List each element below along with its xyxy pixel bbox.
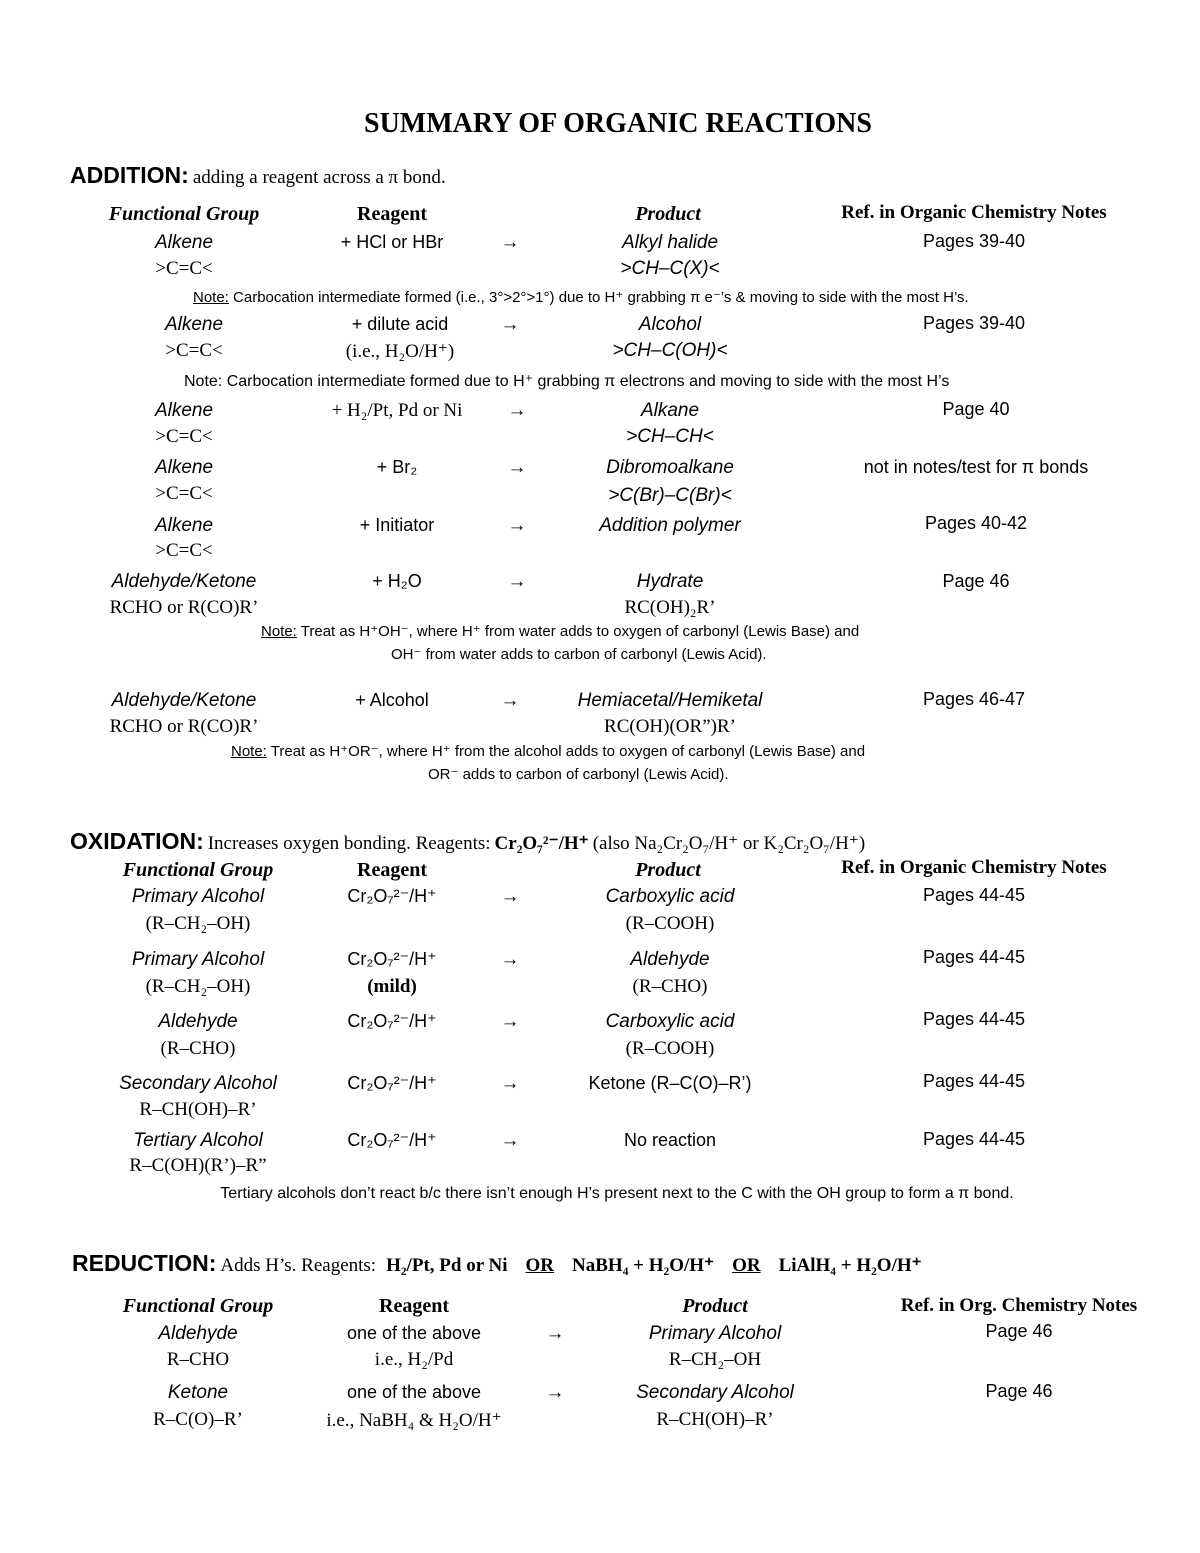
addition-row-1-product-formula: >CH–C(X)< — [620, 258, 720, 279]
oxidation-header-product: Product — [635, 859, 701, 881]
addition-row-4-fg-formula: >C=C< — [155, 483, 213, 504]
oxidation-row-3-product-formula: (R–COOH) — [625, 1038, 715, 1059]
arrow-icon: → — [500, 886, 520, 907]
page-title: SUMMARY OF ORGANIC REACTIONS — [364, 108, 872, 139]
arrow-icon: → — [500, 1011, 520, 1032]
oxidation-heading — [70, 828, 865, 855]
addition-note-2 — [184, 371, 949, 391]
note-label: Note: — [184, 373, 223, 390]
arrow-icon: → — [507, 571, 527, 592]
addition-row-2-reagent-detail: (i.e., H₂O/H⁺) — [345, 341, 455, 362]
oxidation-label: OXIDATION: — [70, 828, 204, 854]
oxidation-header-ref: Ref. in Organic Chemistry Notes — [841, 857, 1107, 878]
oxidation-row-1-fg-formula: (R–CH₂–OH) — [145, 913, 251, 934]
oxidation-row-4-fg: Secondary Alcohol — [119, 1073, 277, 1094]
addition-row-6-product-formula: RC(OH)₂R’ — [624, 597, 716, 618]
addition-description: adding a reagent across a π bond. — [192, 167, 446, 188]
addition-row-1-ref: Pages 39-40 — [922, 231, 1026, 251]
oxidation-row-4-product: Ketone (R–C(O)–R’) — [588, 1073, 752, 1093]
oxidation-row-4-ref: Pages 44-45 — [922, 1071, 1026, 1091]
addition-row-1-fg: Alkene — [154, 232, 214, 253]
oxidation-row-3-fg: Aldehyde — [158, 1011, 238, 1032]
reduction-row-1-fg-formula: R–CHO — [166, 1349, 230, 1370]
oxidation-row-1-ref: Pages 44-45 — [922, 885, 1026, 905]
addition-row-1-reagent: + HCl or HBr — [340, 232, 444, 252]
oxidation-row-5-product: No reaction — [623, 1130, 717, 1150]
addition-row-4-product-formula: >C(Br)–C(Br)< — [608, 485, 732, 506]
reduction-header-ref: Ref. in Org. Chemistry Notes — [900, 1295, 1138, 1316]
addition-header-product: Product — [635, 203, 701, 225]
arrow-icon: → — [507, 515, 527, 536]
addition-row-4-ref: not in notes/test for π bonds — [863, 457, 1089, 477]
reduction-or-1: OR — [525, 1255, 555, 1276]
addition-row-5-fg: Alkene — [154, 515, 214, 536]
reduction-row-1-fg: Aldehyde — [158, 1323, 238, 1344]
addition-row-6-fg: Aldehyde/Ketone — [111, 571, 257, 592]
oxidation-row-2-ref: Pages 44-45 — [922, 947, 1026, 967]
addition-note-3-cont: OH⁻ from water adds to carbon of carbonyl (Lewis Acid). — [391, 646, 767, 663]
oxidation-row-4-fg-formula: R–CH(OH)–R’ — [139, 1099, 257, 1120]
oxidation-row-5-reagent: Cr₂O₇²⁻/H⁺ — [347, 1130, 437, 1150]
oxidation-row-5-fg-formula: R–C(OH)(R’)–R” — [129, 1155, 267, 1176]
reduction-description: Adds H’s. Reagents: — [220, 1255, 377, 1276]
note-text: Treat as H⁺OH⁻, where H⁺ from water adds to oxygen of carbonyl (Lewis Base) and — [300, 623, 860, 640]
addition-row-7-fg: Aldehyde/Ketone — [111, 690, 257, 711]
addition-row-2-fg-formula: >C=C< — [165, 340, 223, 361]
note-text: Carbocation intermediate formed due to H⁺ grabbing π electrons and moving to side with the most H’s — [226, 373, 950, 390]
reduction-row-1-reagent: one of the above — [346, 1323, 482, 1343]
arrow-icon: → — [500, 949, 520, 970]
oxidation-row-2-reagent-detail: (mild) — [367, 976, 417, 997]
addition-row-6-reagent: + H₂O — [372, 571, 422, 591]
addition-row-4-reagent: + Br₂ — [376, 457, 418, 477]
addition-row-3-fg-formula: >C=C< — [155, 426, 213, 447]
addition-row-2-fg: Alkene — [164, 314, 224, 335]
oxidation-row-5-fg: Tertiary Alcohol — [133, 1130, 263, 1151]
addition-row-2-product-formula: >CH–C(OH)< — [612, 340, 728, 361]
addition-note-1 — [193, 288, 969, 306]
addition-row-5-reagent: + Initiator — [359, 515, 435, 535]
reduction-reagent-3: LiAlH₄ + H₂O/H⁺ — [778, 1255, 922, 1276]
reduction-header-product: Product — [682, 1295, 748, 1317]
reduction-label: REDUCTION: — [72, 1250, 217, 1276]
reduction-row-2-fg: Ketone — [167, 1382, 229, 1403]
reduction-row-2-ref: Page 46 — [985, 1381, 1053, 1401]
reduction-row-2-product-formula: R–CH(OH)–R’ — [656, 1409, 774, 1430]
reduction-row-2-reagent: one of the above — [346, 1382, 482, 1402]
addition-note-4 — [231, 742, 865, 760]
reduction-reagent-1: H₂/Pt, Pd or Ni — [386, 1255, 508, 1276]
addition-row-5-fg-formula: >C=C< — [155, 540, 213, 561]
addition-row-7-fg-formula: RCHO or R(CO)R’ — [109, 716, 259, 737]
oxidation-row-5-ref: Pages 44-45 — [922, 1129, 1026, 1149]
addition-row-3-fg: Alkene — [154, 400, 214, 421]
addition-row-1-product: Alkyl halide — [621, 232, 719, 253]
arrow-icon: → — [507, 457, 527, 478]
addition-row-2-reagent: + dilute acid — [351, 314, 449, 334]
reduction-row-1-reagent-detail: i.e., H₂/Pd — [374, 1349, 454, 1370]
oxidation-footnote: Tertiary alcohols don’t react b/c there isn’t enough H’s present next to the C with the OH group to form a π bond. — [220, 1185, 1014, 1202]
addition-row-1-fg-formula: >C=C< — [155, 258, 213, 279]
addition-header-functional-group: Functional Group — [108, 203, 260, 225]
reduction-or-2: OR — [732, 1255, 761, 1276]
oxidation-main-reagent: Cr₂O₇²⁻/H⁺ — [494, 833, 589, 854]
addition-heading — [70, 162, 446, 189]
arrow-icon: → — [507, 400, 527, 421]
reduction-row-1-product: Primary Alcohol — [648, 1323, 782, 1344]
addition-row-7-product: Hemiacetal/Hemiketal — [577, 690, 763, 711]
addition-row-3-product-formula: >CH–CH< — [626, 426, 714, 447]
arrow-icon: → — [500, 1073, 520, 1094]
addition-row-5-ref: Pages 40-42 — [924, 513, 1028, 533]
arrow-icon: → — [500, 314, 520, 335]
addition-row-6-product: Hydrate — [636, 571, 704, 592]
oxidation-row-2-fg: Primary Alcohol — [131, 949, 265, 970]
oxidation-row-3-product: Carboxylic acid — [605, 1011, 735, 1032]
reduction-row-2-fg-formula: R–C(O)–R’ — [153, 1409, 243, 1430]
addition-row-3-reagent: + H₂/Pt, Pd or Ni — [331, 400, 463, 421]
addition-row-4-fg: Alkene — [154, 457, 214, 478]
note-label: Note: — [231, 743, 267, 760]
addition-label: ADDITION: — [70, 162, 189, 188]
oxidation-row-1-fg: Primary Alcohol — [131, 886, 265, 907]
oxidation-row-1-product: Carboxylic acid — [605, 886, 735, 907]
oxidation-row-2-product: Aldehyde — [630, 949, 710, 970]
reduction-row-1-ref: Page 46 — [985, 1321, 1053, 1341]
oxidation-header-reagent: Reagent — [357, 859, 427, 881]
oxidation-row-1-reagent: Cr₂O₇²⁻/H⁺ — [347, 886, 437, 906]
oxidation-row-2-fg-formula: (R–CH₂–OH) — [145, 976, 251, 997]
reduction-header-functional-group: Functional Group — [122, 1295, 274, 1317]
note-text: Treat as H⁺OR⁻, where H⁺ from the alcohol adds to oxygen of carbonyl (Lewis Base) and — [270, 743, 866, 760]
arrow-icon: → — [500, 690, 520, 711]
arrow-icon: → — [500, 232, 520, 253]
reduction-row-1-product-formula: R–CH₂–OH — [668, 1349, 762, 1370]
addition-row-3-ref: Page 40 — [942, 399, 1010, 419]
note-label: Note: — [193, 289, 229, 306]
oxidation-header-functional-group: Functional Group — [122, 859, 274, 881]
reduction-header-reagent: Reagent — [379, 1295, 449, 1317]
reduction-heading — [72, 1250, 922, 1277]
oxidation-alt-reagents: (also Na₂Cr₂O₇/H⁺ or K₂Cr₂O₇/H⁺) — [592, 833, 866, 854]
reduction-row-2-reagent-detail: i.e., NaBH₄ & H₂O/H⁺ — [326, 1410, 502, 1431]
addition-note-4-cont: OR⁻ adds to carbon of carbonyl (Lewis Acid). — [428, 766, 729, 783]
oxidation-row-3-reagent: Cr₂O₇²⁻/H⁺ — [347, 1011, 437, 1031]
reduction-row-2-product: Secondary Alcohol — [636, 1382, 794, 1403]
arrow-icon: → — [545, 1382, 565, 1403]
oxidation-row-4-reagent: Cr₂O₇²⁻/H⁺ — [347, 1073, 437, 1093]
oxidation-row-3-ref: Pages 44-45 — [922, 1009, 1026, 1029]
oxidation-row-2-reagent: Cr₂O₇²⁻/H⁺ — [347, 949, 437, 969]
addition-row-7-reagent: + Alcohol — [355, 690, 429, 710]
arrow-icon: → — [545, 1323, 565, 1344]
addition-header-reagent: Reagent — [357, 203, 427, 225]
addition-row-6-fg-formula: RCHO or R(CO)R’ — [109, 597, 259, 618]
oxidation-row-1-product-formula: (R–COOH) — [625, 913, 715, 934]
addition-header-ref: Ref. in Organic Chemistry Notes — [841, 202, 1107, 223]
note-label: Note: — [261, 623, 297, 640]
arrow-icon: → — [500, 1130, 520, 1151]
addition-row-2-product: Alcohol — [638, 314, 702, 335]
reduction-reagent-2: NaBH₄ + H₂O/H⁺ — [572, 1255, 715, 1276]
addition-row-4-product: Dibromoalkane — [606, 457, 734, 478]
addition-note-3 — [261, 622, 859, 640]
addition-row-2-ref: Pages 39-40 — [922, 313, 1026, 333]
addition-row-5-product: Addition polymer — [599, 515, 741, 536]
oxidation-row-3-fg-formula: (R–CHO) — [160, 1038, 236, 1059]
addition-row-7-ref: Pages 46-47 — [922, 689, 1026, 709]
addition-row-3-product: Alkane — [640, 400, 700, 421]
oxidation-description: Increases oxygen bonding. Reagents: — [207, 833, 491, 854]
oxidation-row-2-product-formula: (R–CHO) — [632, 976, 708, 997]
addition-row-7-product-formula: RC(OH)(OR”)R’ — [604, 716, 736, 737]
addition-row-6-ref: Page 46 — [942, 571, 1010, 591]
note-text: Carbocation intermediate formed (i.e., 3°>2°>1°) due to H⁺ grabbing π e⁻’s & moving to side with the most H’s. — [233, 289, 969, 306]
